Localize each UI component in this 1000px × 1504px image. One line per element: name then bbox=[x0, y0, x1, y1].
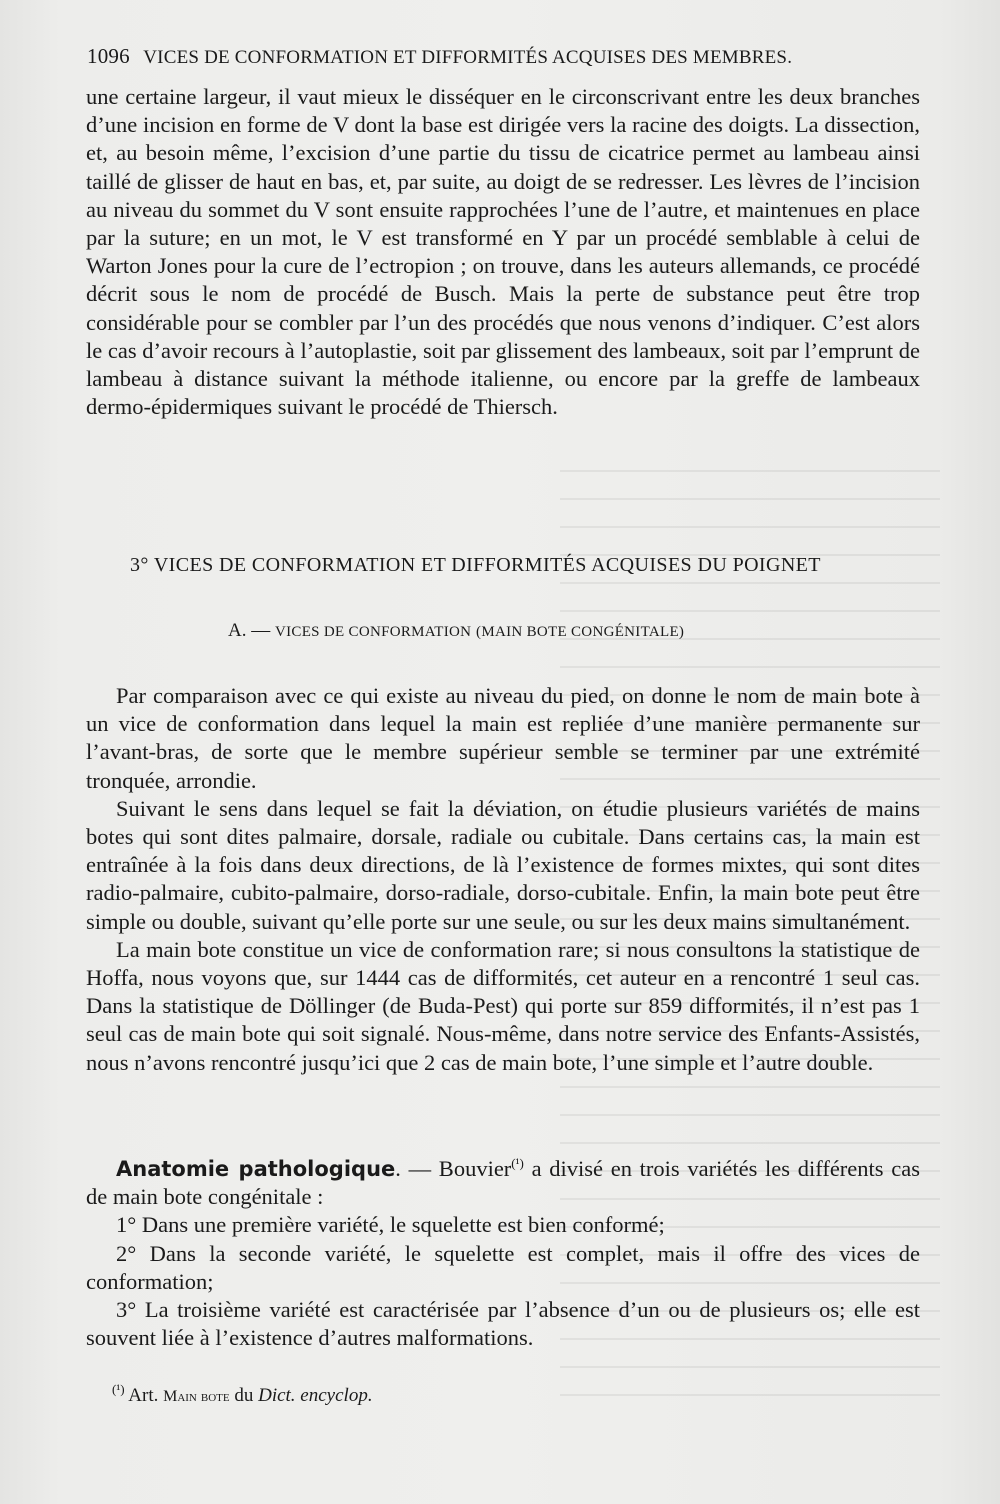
running-header bbox=[87, 44, 897, 69]
footnote bbox=[112, 1381, 373, 1407]
section-title: 3° VICES DE CONFORMATION ET DIFFORMITÉS ACQUISES DU POIGNET bbox=[130, 554, 821, 576]
footnote-marker: (¹) bbox=[112, 1381, 125, 1397]
intro-paragraph-block bbox=[86, 83, 920, 421]
anatomy-list-item: 1° Dans une première variété, le squelette est bien conformé; bbox=[116, 1212, 665, 1238]
body-paragraph: Suivant le sens dans lequel se fait la déviation, on étudie plusieurs variétés de mains botes qui sont dites palmaire, dorsale, radiale ou cubitale. Dans certains cas, la main est entraînée à la fois dans deux directions, de là l’existence de formes mixtes, qui sont dites radio-palmaire, cubito-palmaire, dorso-radiale, dorso-cubitale. Enfin, la main bote peut être simple ou double, suivant qu’elle porte sur une seule, ou sur les deux mains simultanément. bbox=[86, 795, 920, 934]
subsection-title bbox=[228, 620, 828, 642]
anatomy-heading: Anatomie pathologique bbox=[116, 1157, 396, 1181]
anatomy-block bbox=[86, 1155, 920, 1352]
intro-paragraph: une certaine largeur, il vaut mieux le disséquer en le circonscrivant entre les deux branches d’une incision en forme de V dont la base est dirigée vers la racine des doigts. La dissection, et, au besoin même, l’excision d’une partie du tissu de cicatrice permet au lambeau ainsi taillé de glisser de haut en bas, et, par suite, au doigt de se redresser. Les lèvres de l’incision au niveau du sommet du V sont ensuite rapprochées l’une de l’autre, et maintenues en place par la suture; en un mot, le V est transformé en Y par un procédé semblable à celui de Warton Jones pour la cure de l’ectropion ; on trouve, dans les auteurs allemands, ce procédé décrit sous le nom de procédé de Busch. Mais la perte de substance peut être trop considérable pour se combler par l’un des procédés que nous venons d’indiquer. C’est alors le cas d’avoir recours à l’autoplastie, soit par glissement des lambeaux, soit par l’emprunt de lambeau à distance suivant la méthode italienne, ou encore par la greffe de lambeaux dermo-épidermiques suivant le procédé de Thiersch. bbox=[86, 84, 920, 420]
running-title: VICES DE CONFORMATION ET DIFFORMITÉS ACQUISES DES MEMBRES. bbox=[143, 47, 793, 68]
anatomy-list-item: 2° Dans la seconde variété, le squelette est complet, mais il offre des vices de conformation; bbox=[86, 1240, 920, 1294]
subsection-parenthetical: (MAIN BOTE CONGÉNITALE) bbox=[476, 624, 685, 640]
anatomy-lead: . — Bouvier bbox=[395, 1156, 512, 1181]
anatomy-list-item: 3° La troisième variété est caractérisée par l’absence d’un ou de plusieurs os; elle est souvent liée à l’existence d’autres malformations. bbox=[86, 1297, 920, 1351]
body-paragraph: La main bote constitue un vice de conformation rare; si nous consultons la statistique de Hoffa, nous voyons que, sur 1444 cas de difformités, cet auteur en a rencontré 1 seul cas. Dans la statistique de Döllinger (de Buda-Pest) qui porte sur 859 difformités, il n’est pas 1 seul cas de main bote qui soit signalé. Nous-même, dans notre service des Enfants-Assistés, nous n’avons rencontré jusqu’ici que 2 cas de main bote, l’une simple et l’autre double. bbox=[86, 936, 920, 1075]
anatomy-paragraph bbox=[86, 1155, 920, 1211]
body-paragraph: Par comparaison avec ce qui existe au niveau du pied, on donne le nom de main bote à un vice de conformation dans lequel la main est repliée d’une manière permanente sur l’avant-bras, de sorte que le membre supérieur semble se terminer par une extrémité tronquée, arrondie. bbox=[86, 683, 920, 793]
footnote-source: Dict. encyclop. bbox=[258, 1385, 373, 1406]
subsection-name: VICES DE CONFORMATION bbox=[274, 624, 472, 640]
page-number: 1096 bbox=[87, 44, 130, 68]
anatomy-text: a divisé en trois variétés les différents cas de main bote congénitale : bbox=[86, 1156, 920, 1210]
footnote-prefix: Art. bbox=[128, 1385, 159, 1406]
subsection-dash: — bbox=[251, 620, 271, 641]
footnote-middle: du bbox=[234, 1385, 254, 1406]
subsection-letter: A. bbox=[228, 620, 247, 641]
body-paragraphs-block bbox=[86, 682, 920, 1077]
footnote-reference: (¹) bbox=[511, 1155, 524, 1171]
footnote-entry: Main bote bbox=[163, 1388, 230, 1405]
